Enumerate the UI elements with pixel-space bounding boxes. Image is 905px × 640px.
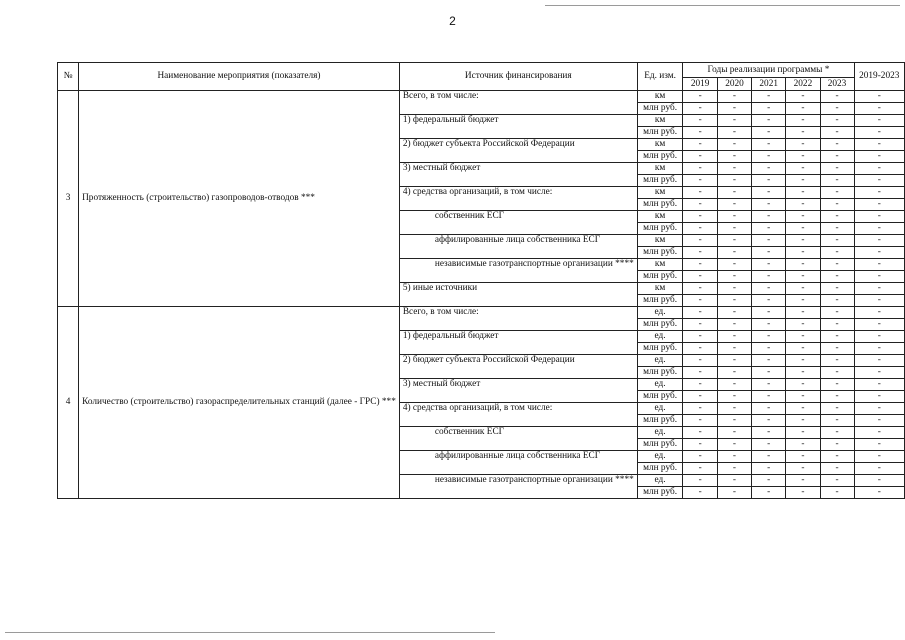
- year-value-cell: -: [820, 451, 854, 463]
- unit-cell: км: [637, 283, 683, 295]
- year-value-cell: -: [820, 187, 854, 199]
- total-value-cell: -: [854, 163, 904, 175]
- year-value-cell: -: [683, 247, 717, 259]
- year-value-cell: -: [717, 151, 751, 163]
- year-value-cell: -: [752, 163, 786, 175]
- year-value-cell: -: [717, 175, 751, 187]
- total-value-cell: -: [854, 247, 904, 259]
- funding-source: 2) бюджет субъекта Российской Федерации: [399, 139, 637, 163]
- funding-source: Всего, в том числе:: [399, 307, 637, 331]
- year-value-cell: -: [820, 139, 854, 151]
- unit-cell: млн руб.: [637, 295, 683, 307]
- unit-cell: км: [637, 115, 683, 127]
- year-value-cell: -: [820, 271, 854, 283]
- year-value-cell: -: [683, 139, 717, 151]
- unit-cell: км: [637, 235, 683, 247]
- total-value-cell: -: [854, 115, 904, 127]
- year-value-cell: -: [820, 151, 854, 163]
- year-value-cell: -: [786, 175, 820, 187]
- year-value-cell: -: [786, 379, 820, 391]
- year-value-cell: -: [717, 343, 751, 355]
- unit-cell: млн руб.: [637, 415, 683, 427]
- unit-cell: млн руб.: [637, 223, 683, 235]
- year-value-cell: -: [820, 199, 854, 211]
- section-number: 4: [58, 307, 79, 499]
- year-value-cell: -: [820, 115, 854, 127]
- unit-cell: млн руб.: [637, 319, 683, 331]
- total-value-cell: -: [854, 355, 904, 367]
- year-value-cell: -: [786, 103, 820, 115]
- year-value-cell: -: [752, 271, 786, 283]
- year-value-cell: -: [786, 151, 820, 163]
- unit-cell: ед.: [637, 403, 683, 415]
- year-value-cell: -: [717, 115, 751, 127]
- year-value-cell: -: [717, 259, 751, 271]
- year-value-cell: -: [683, 319, 717, 331]
- funding-source: собственник ЕСГ: [399, 427, 637, 451]
- year-value-cell: -: [820, 307, 854, 319]
- year-value-cell: -: [786, 187, 820, 199]
- year-value-cell: -: [717, 415, 751, 427]
- header-source: Источник финансирования: [399, 63, 637, 91]
- year-value-cell: -: [683, 127, 717, 139]
- year-value-cell: -: [820, 175, 854, 187]
- total-value-cell: -: [854, 331, 904, 343]
- total-value-cell: -: [854, 211, 904, 223]
- year-value-cell: -: [820, 163, 854, 175]
- header-year: 2023: [820, 78, 854, 91]
- year-value-cell: -: [717, 439, 751, 451]
- year-value-cell: -: [717, 91, 751, 103]
- year-value-cell: -: [820, 475, 854, 487]
- total-value-cell: -: [854, 427, 904, 439]
- unit-cell: млн руб.: [637, 463, 683, 475]
- header-years-title: Годы реализации программы *: [683, 63, 854, 78]
- year-value-cell: -: [683, 235, 717, 247]
- year-value-cell: -: [717, 283, 751, 295]
- year-value-cell: -: [752, 451, 786, 463]
- year-value-cell: -: [786, 163, 820, 175]
- unit-cell: млн руб.: [637, 367, 683, 379]
- year-value-cell: -: [683, 283, 717, 295]
- unit-cell: км: [637, 91, 683, 103]
- year-value-cell: -: [786, 403, 820, 415]
- funding-source: аффилированные лица собственника ЕСГ: [399, 235, 637, 259]
- year-value-cell: -: [717, 247, 751, 259]
- total-value-cell: -: [854, 235, 904, 247]
- header-total: 2019-2023: [854, 63, 904, 91]
- table-row: [58, 307, 905, 319]
- header-year: 2020: [717, 78, 751, 91]
- year-value-cell: -: [752, 211, 786, 223]
- year-value-cell: -: [786, 295, 820, 307]
- year-value-cell: -: [786, 271, 820, 283]
- year-value-cell: -: [820, 223, 854, 235]
- year-value-cell: -: [717, 199, 751, 211]
- unit-cell: км: [637, 259, 683, 271]
- total-value-cell: -: [854, 187, 904, 199]
- year-value-cell: -: [683, 463, 717, 475]
- year-value-cell: -: [683, 223, 717, 235]
- year-value-cell: -: [786, 223, 820, 235]
- year-value-cell: -: [717, 271, 751, 283]
- year-value-cell: -: [820, 247, 854, 259]
- header-year: 2021: [752, 78, 786, 91]
- year-value-cell: -: [717, 403, 751, 415]
- year-value-cell: -: [717, 211, 751, 223]
- funding-source: независимые газотранспортные организации ****: [399, 259, 637, 283]
- year-value-cell: -: [683, 91, 717, 103]
- total-value-cell: -: [854, 307, 904, 319]
- section-name: Количество (строительство) газораспределительных станций (далее - ГРС) ***: [79, 307, 400, 499]
- year-value-cell: -: [683, 271, 717, 283]
- funding-source: 4) средства организаций, в том числе:: [399, 403, 637, 427]
- unit-cell: ед.: [637, 427, 683, 439]
- year-value-cell: -: [786, 391, 820, 403]
- year-value-cell: -: [820, 403, 854, 415]
- year-value-cell: -: [717, 103, 751, 115]
- year-value-cell: -: [683, 115, 717, 127]
- year-value-cell: -: [786, 307, 820, 319]
- year-value-cell: -: [820, 355, 854, 367]
- total-value-cell: -: [854, 139, 904, 151]
- year-value-cell: -: [717, 475, 751, 487]
- unit-cell: млн руб.: [637, 391, 683, 403]
- year-value-cell: -: [752, 283, 786, 295]
- year-value-cell: -: [717, 331, 751, 343]
- year-value-cell: -: [820, 331, 854, 343]
- year-value-cell: -: [752, 379, 786, 391]
- year-value-cell: -: [683, 175, 717, 187]
- year-value-cell: -: [752, 403, 786, 415]
- year-value-cell: -: [752, 223, 786, 235]
- header-no: №: [58, 63, 79, 91]
- total-value-cell: -: [854, 295, 904, 307]
- year-value-cell: -: [752, 487, 786, 499]
- year-value-cell: -: [683, 103, 717, 115]
- year-value-cell: -: [752, 295, 786, 307]
- year-value-cell: -: [683, 343, 717, 355]
- year-value-cell: -: [683, 403, 717, 415]
- year-value-cell: -: [820, 127, 854, 139]
- year-value-cell: -: [786, 415, 820, 427]
- total-value-cell: -: [854, 451, 904, 463]
- year-value-cell: -: [820, 91, 854, 103]
- header-name: Наименование мероприятия (показателя): [79, 63, 400, 91]
- year-value-cell: -: [683, 427, 717, 439]
- unit-cell: км: [637, 163, 683, 175]
- year-value-cell: -: [717, 451, 751, 463]
- year-value-cell: -: [820, 283, 854, 295]
- year-value-cell: -: [683, 391, 717, 403]
- year-value-cell: -: [820, 319, 854, 331]
- year-value-cell: -: [820, 295, 854, 307]
- year-value-cell: -: [717, 127, 751, 139]
- year-value-cell: -: [752, 367, 786, 379]
- year-value-cell: -: [683, 355, 717, 367]
- year-value-cell: -: [752, 463, 786, 475]
- unit-cell: ед.: [637, 307, 683, 319]
- year-value-cell: -: [752, 175, 786, 187]
- table-row: [58, 91, 905, 103]
- year-value-cell: -: [752, 427, 786, 439]
- year-value-cell: -: [786, 439, 820, 451]
- unit-cell: млн руб.: [637, 343, 683, 355]
- total-value-cell: -: [854, 223, 904, 235]
- total-value-cell: -: [854, 319, 904, 331]
- header-year: 2022: [786, 78, 820, 91]
- total-value-cell: -: [854, 283, 904, 295]
- year-value-cell: -: [683, 211, 717, 223]
- header-unit: Ед. изм.: [637, 63, 683, 91]
- year-value-cell: -: [752, 343, 786, 355]
- year-value-cell: -: [786, 427, 820, 439]
- page-number: 2: [449, 14, 456, 28]
- total-value-cell: -: [854, 151, 904, 163]
- funding-source: 3) местный бюджет: [399, 163, 637, 187]
- year-value-cell: -: [820, 211, 854, 223]
- year-value-cell: -: [752, 307, 786, 319]
- year-value-cell: -: [752, 139, 786, 151]
- year-value-cell: -: [786, 331, 820, 343]
- year-value-cell: -: [717, 295, 751, 307]
- unit-cell: млн руб.: [637, 151, 683, 163]
- year-value-cell: -: [786, 127, 820, 139]
- year-value-cell: -: [752, 415, 786, 427]
- year-value-cell: -: [683, 163, 717, 175]
- total-value-cell: -: [854, 415, 904, 427]
- year-value-cell: -: [786, 343, 820, 355]
- unit-cell: км: [637, 187, 683, 199]
- year-value-cell: -: [820, 367, 854, 379]
- year-value-cell: -: [752, 235, 786, 247]
- header-year: 2019: [683, 78, 717, 91]
- unit-cell: млн руб.: [637, 199, 683, 211]
- year-value-cell: -: [717, 427, 751, 439]
- year-value-cell: -: [717, 187, 751, 199]
- year-value-cell: -: [786, 91, 820, 103]
- funding-source: 1) федеральный бюджет: [399, 115, 637, 139]
- year-value-cell: -: [683, 295, 717, 307]
- year-value-cell: -: [820, 439, 854, 451]
- year-value-cell: -: [683, 307, 717, 319]
- year-value-cell: -: [683, 199, 717, 211]
- year-value-cell: -: [683, 475, 717, 487]
- year-value-cell: -: [786, 367, 820, 379]
- year-value-cell: -: [717, 355, 751, 367]
- year-value-cell: -: [683, 151, 717, 163]
- year-value-cell: -: [752, 391, 786, 403]
- scan-artifact-top: [545, 5, 900, 6]
- total-value-cell: -: [854, 475, 904, 487]
- year-value-cell: -: [683, 487, 717, 499]
- total-value-cell: -: [854, 379, 904, 391]
- total-value-cell: -: [854, 463, 904, 475]
- year-value-cell: -: [717, 307, 751, 319]
- year-value-cell: -: [820, 391, 854, 403]
- funding-source: независимые газотранспортные организации ****: [399, 475, 637, 499]
- year-value-cell: -: [717, 367, 751, 379]
- funding-source: 4) средства организаций, в том числе:: [399, 187, 637, 211]
- year-value-cell: -: [752, 331, 786, 343]
- table-body: [58, 91, 905, 499]
- funding-source: Всего, в том числе:: [399, 91, 637, 115]
- year-value-cell: -: [752, 127, 786, 139]
- unit-cell: млн руб.: [637, 439, 683, 451]
- funding-source: 3) местный бюджет: [399, 379, 637, 403]
- unit-cell: км: [637, 211, 683, 223]
- unit-cell: ед.: [637, 331, 683, 343]
- year-value-cell: -: [752, 319, 786, 331]
- year-value-cell: -: [820, 343, 854, 355]
- unit-cell: млн руб.: [637, 175, 683, 187]
- unit-cell: ед.: [637, 475, 683, 487]
- total-value-cell: -: [854, 487, 904, 499]
- year-value-cell: -: [786, 283, 820, 295]
- year-value-cell: -: [752, 247, 786, 259]
- year-value-cell: -: [752, 259, 786, 271]
- year-value-cell: -: [683, 379, 717, 391]
- year-value-cell: -: [683, 331, 717, 343]
- year-value-cell: -: [752, 439, 786, 451]
- year-value-cell: -: [752, 475, 786, 487]
- unit-cell: ед.: [637, 379, 683, 391]
- year-value-cell: -: [717, 235, 751, 247]
- year-value-cell: -: [820, 427, 854, 439]
- year-value-cell: -: [820, 487, 854, 499]
- funding-source: собственник ЕСГ: [399, 211, 637, 235]
- total-value-cell: -: [854, 343, 904, 355]
- year-value-cell: -: [820, 259, 854, 271]
- section-name: Протяженность (строительство) газопроводов-отводов ***: [79, 91, 400, 307]
- unit-cell: км: [637, 139, 683, 151]
- year-value-cell: -: [717, 163, 751, 175]
- year-value-cell: -: [717, 379, 751, 391]
- year-value-cell: -: [752, 103, 786, 115]
- year-value-cell: -: [717, 319, 751, 331]
- unit-cell: млн руб.: [637, 103, 683, 115]
- year-value-cell: -: [752, 151, 786, 163]
- year-value-cell: -: [786, 247, 820, 259]
- year-value-cell: -: [786, 487, 820, 499]
- year-value-cell: -: [786, 235, 820, 247]
- year-value-cell: -: [786, 115, 820, 127]
- unit-cell: млн руб.: [637, 127, 683, 139]
- total-value-cell: -: [854, 403, 904, 415]
- year-value-cell: -: [752, 115, 786, 127]
- total-value-cell: -: [854, 199, 904, 211]
- year-value-cell: -: [683, 415, 717, 427]
- year-value-cell: -: [752, 187, 786, 199]
- funding-source: аффилированные лица собственника ЕСГ: [399, 451, 637, 475]
- year-value-cell: -: [820, 415, 854, 427]
- year-value-cell: -: [717, 487, 751, 499]
- total-value-cell: -: [854, 127, 904, 139]
- year-value-cell: -: [717, 463, 751, 475]
- total-value-cell: -: [854, 175, 904, 187]
- total-value-cell: -: [854, 367, 904, 379]
- year-value-cell: -: [786, 259, 820, 271]
- year-value-cell: -: [752, 199, 786, 211]
- year-value-cell: -: [820, 379, 854, 391]
- total-value-cell: -: [854, 91, 904, 103]
- unit-cell: млн руб.: [637, 271, 683, 283]
- unit-cell: млн руб.: [637, 247, 683, 259]
- year-value-cell: -: [717, 223, 751, 235]
- year-value-cell: -: [683, 451, 717, 463]
- funding-source: 1) федеральный бюджет: [399, 331, 637, 355]
- unit-cell: ед.: [637, 451, 683, 463]
- year-value-cell: -: [786, 475, 820, 487]
- total-value-cell: -: [854, 439, 904, 451]
- year-value-cell: -: [752, 91, 786, 103]
- section-number: 3: [58, 91, 79, 307]
- year-value-cell: -: [786, 211, 820, 223]
- total-value-cell: -: [854, 391, 904, 403]
- year-value-cell: -: [786, 319, 820, 331]
- funding-source: 2) бюджет субъекта Российской Федерации: [399, 355, 637, 379]
- year-value-cell: -: [786, 355, 820, 367]
- year-value-cell: -: [752, 355, 786, 367]
- year-value-cell: -: [820, 235, 854, 247]
- unit-cell: ед.: [637, 355, 683, 367]
- funding-source: 5) иные источники: [399, 283, 637, 307]
- year-value-cell: -: [786, 139, 820, 151]
- year-value-cell: -: [683, 367, 717, 379]
- scan-artifact-bottom: [5, 632, 495, 633]
- year-value-cell: -: [683, 439, 717, 451]
- year-value-cell: -: [683, 187, 717, 199]
- total-value-cell: -: [854, 271, 904, 283]
- year-value-cell: -: [717, 139, 751, 151]
- year-value-cell: -: [820, 463, 854, 475]
- program-table: [57, 62, 905, 499]
- year-value-cell: -: [786, 451, 820, 463]
- year-value-cell: -: [820, 103, 854, 115]
- year-value-cell: -: [786, 199, 820, 211]
- year-value-cell: -: [786, 463, 820, 475]
- year-value-cell: -: [717, 391, 751, 403]
- unit-cell: млн руб.: [637, 487, 683, 499]
- year-value-cell: -: [683, 259, 717, 271]
- total-value-cell: -: [854, 259, 904, 271]
- total-value-cell: -: [854, 103, 904, 115]
